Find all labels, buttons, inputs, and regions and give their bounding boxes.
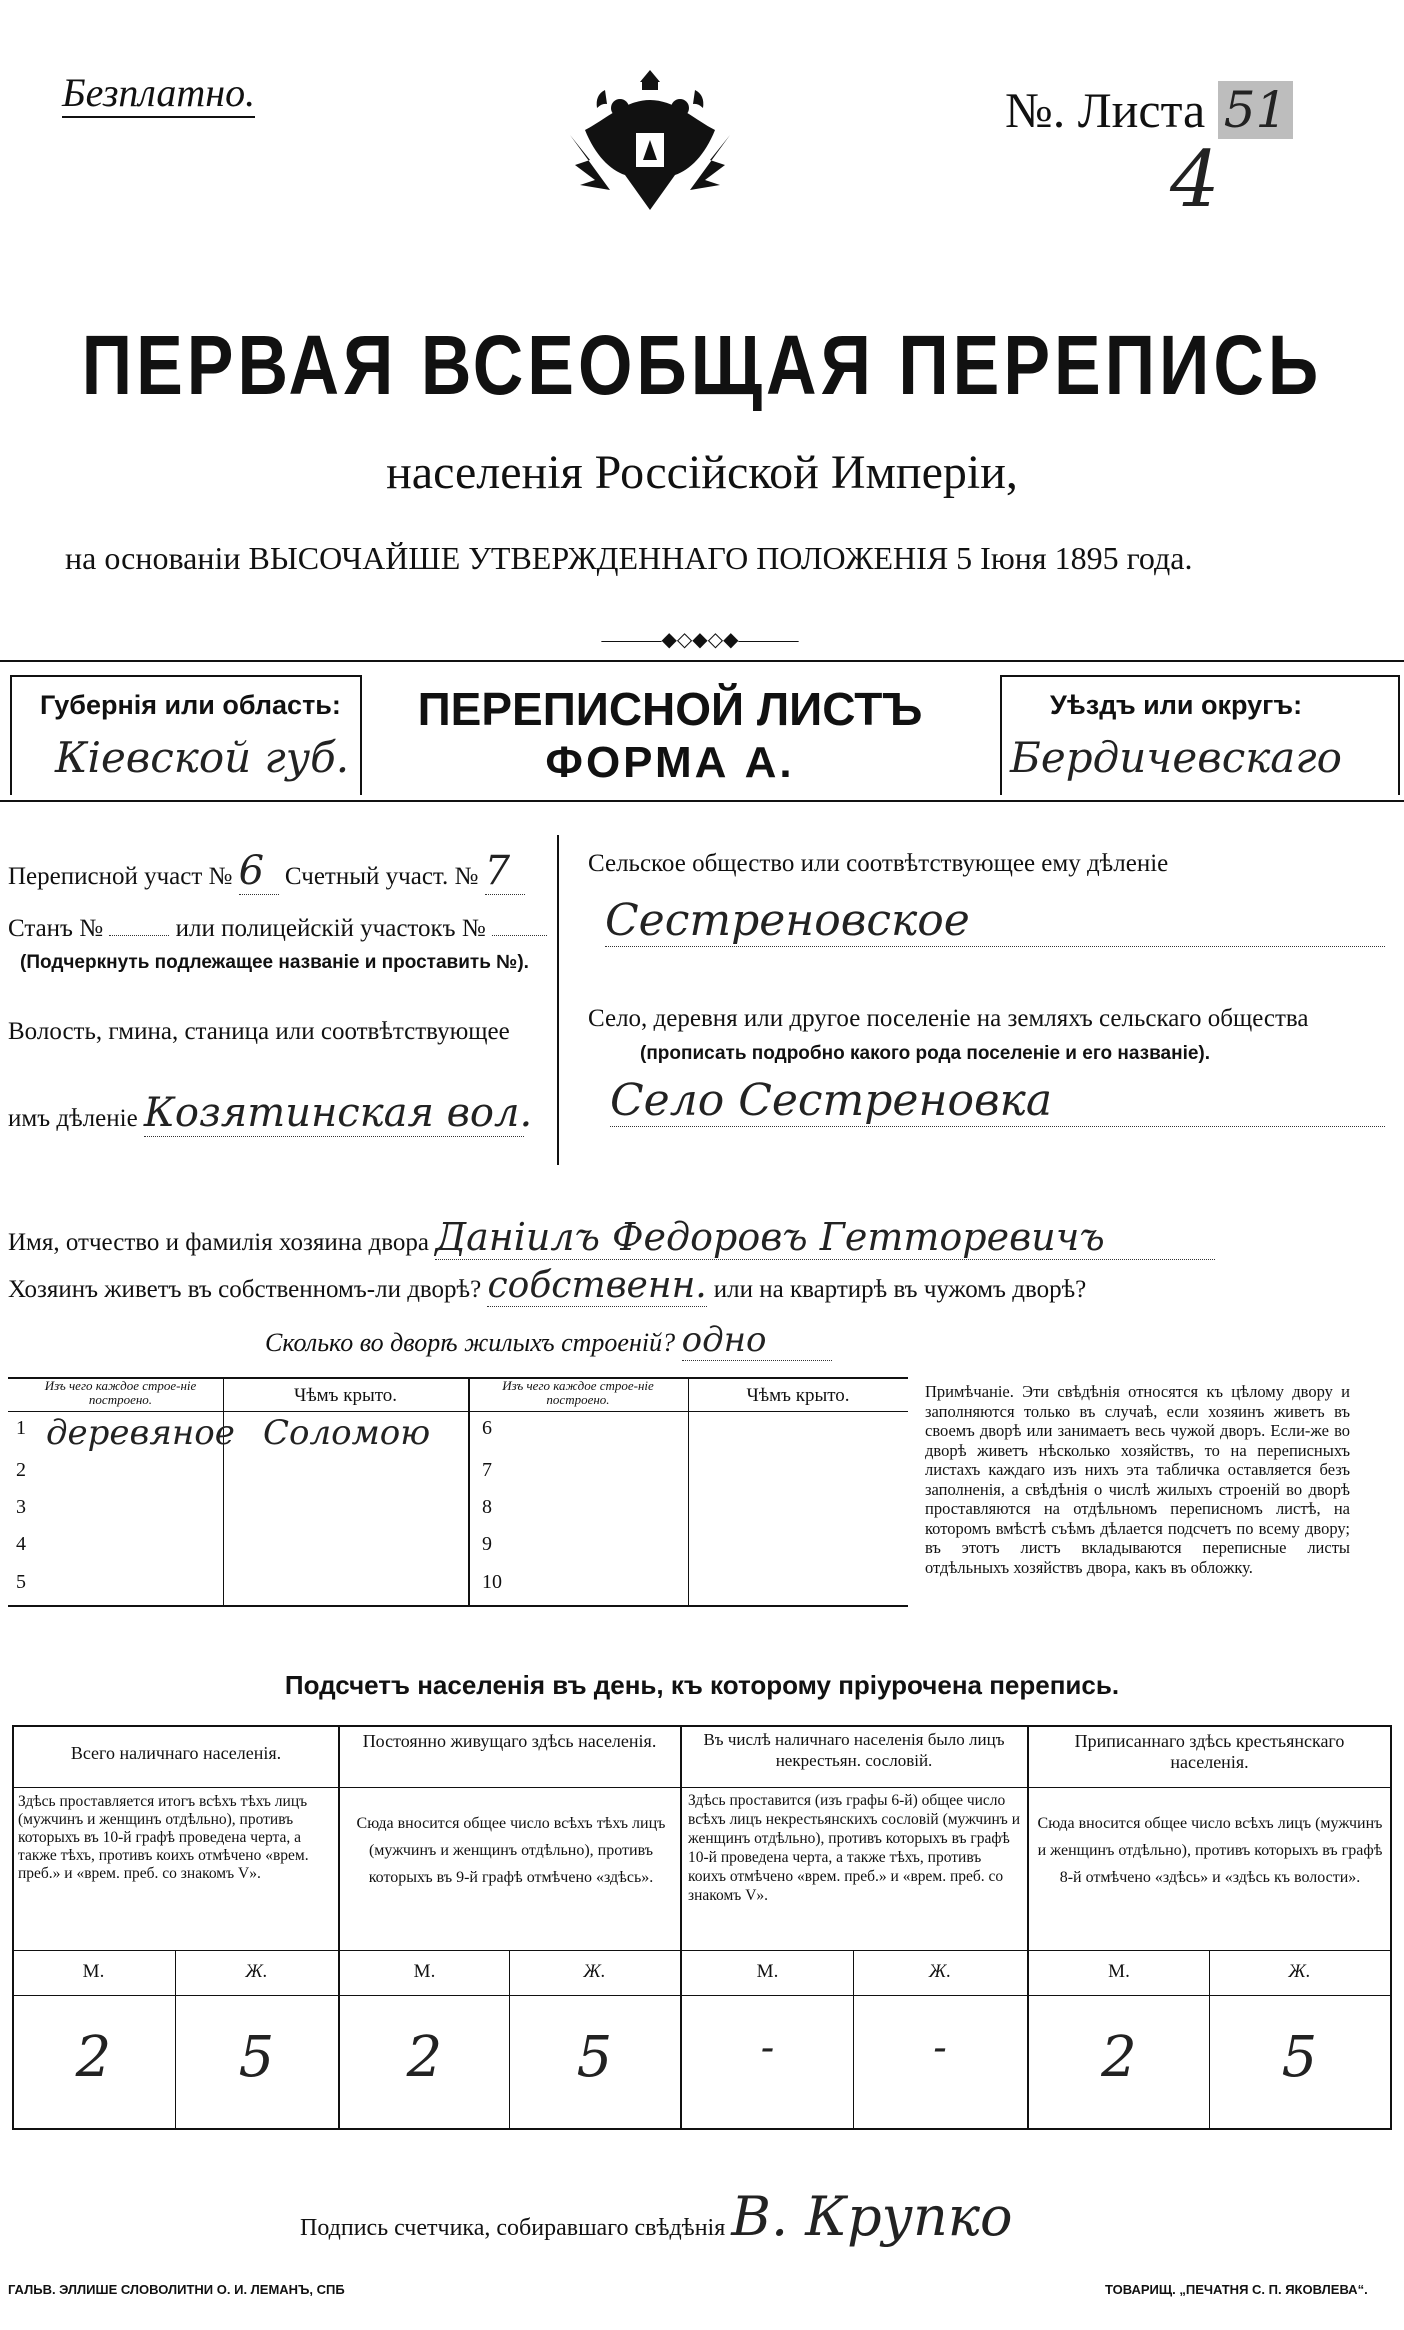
village-value: Село Сестреновка [610, 1075, 1385, 1127]
building-row: 3 [16, 1496, 26, 1518]
population-female-header: Ж. [928, 1961, 952, 1982]
building-row: 6 [482, 1417, 492, 1439]
owner-lives-label: Хозяинъ живетъ въ собственномъ-ли дворѣ? [8, 1276, 482, 1303]
col-material-header-right: Изъ чего каждое строе-ніе построено. [502, 1378, 654, 1407]
gubernia-value: Кіевской губ. [55, 733, 350, 782]
population-table [12, 1725, 1392, 2130]
col-roof-header-left: Чѣмъ крыто. [293, 1385, 398, 1406]
uezd-value: Бердичевскаго [1010, 733, 1342, 782]
population-title: Подсчетъ населенія въ день, къ которому пріурочена перепись. [284, 1670, 1120, 1700]
population-male-header: М. [756, 1961, 779, 1982]
population-male-header: М. [413, 1961, 436, 1982]
gubernia-label: Губернія или область: [40, 690, 341, 720]
population-male-value: 2 [1101, 2025, 1137, 2090]
ornament-divider: ―――◆◇◆◇◆――― [601, 629, 799, 651]
population-col-header: Всего наличнаго населенія. [70, 1743, 282, 1763]
signature-label: Подпись счетчика, собиравшаго свѣдѣнія [300, 2215, 726, 2241]
census-district-value: 6 [239, 848, 279, 895]
note-text: Примѣчаніе. Эти свѣдѣнія относятся къ цѣлому двору и заполняются только въ случаѣ, если хозяинъ живетъ въ своемъ дворѣ или занимаетъ весь чужой дворъ. Если-же во дворѣ живетъ нѣсколько хозяйствъ, то на переписныхъ листахъ каждаго изъ нихъ эта табличка оставляется безъ заполненія, а свѣдѣнія о числѣ жилыхъ строеній во дворѣ проставляются на отдѣльномъ переписномъ листѣ, на которомъ вмѣстѣ съѣмъ дѣлается подсчетъ по всему двору; въ этотъ листъ вкладываются переписные листы отдѣльныхъ хозяйствъ двора, какъ въ обложку. [925, 1382, 1350, 1577]
basis-line: на основаніи ВЫСОЧАЙШЕ УТВЕРЖДЕННАГО ПОЛОЖЕНІЯ 5 Іюня 1895 года. [65, 540, 1193, 576]
population-male-header: М. [1108, 1961, 1130, 1982]
owner-lives-label-2: или на квартирѣ въ чужомъ дворѣ? [713, 1276, 1087, 1303]
population-col-header: Постоянно живущаго здѣсь населенія. [362, 1731, 657, 1751]
building-row: 2 [16, 1459, 26, 1481]
census-district-label: Переписной участ № [8, 863, 233, 890]
handwritten-page-number: 4 [1170, 135, 1220, 225]
free-label: Безплатно. [62, 70, 255, 118]
sheet-title: ПЕРЕПИСНОЙ ЛИСТЪ [417, 683, 923, 735]
village-note: (прописать подробно какого рода поселеніе и его названіе). [640, 1043, 1211, 1064]
population-male-value: 2 [75, 2025, 112, 2090]
underline-note: (Подчеркнуть подлежащее названіе и проставить №). [20, 952, 529, 973]
building-row: 8 [482, 1496, 492, 1518]
population-col-desc: Здѣсь проставляется итогъ всѣхъ тѣхъ лицъ (мужчинъ и женщинъ отдѣльно), противъ которыхъ въ 10-й графѣ проведена черта, а также тѣхъ, противъ коихъ отмѣчено «врем. преб.» и «врем. преб. со знакомъ V». [18, 1793, 309, 1882]
village-label: Село, деревня или другое поселеніе на земляхъ сельскаго общества [588, 1005, 1309, 1032]
volost-label-2: имъ дѣленіе [8, 1105, 138, 1132]
population-female-value: 5 [576, 2025, 613, 2090]
owner-lives-value: собственн. [487, 1265, 707, 1306]
owner-name-value: Даніилъ Федоровъ Гетторевичъ [435, 1215, 1215, 1260]
society-label: Сельское общество или соотвѣтствующее ему дѣленіе [588, 850, 1169, 877]
building-row: 7 [482, 1459, 492, 1481]
population-female-value: 5 [1281, 2025, 1318, 2090]
population-female-header: Ж. [583, 1961, 606, 1982]
police-district-label: или полицейскій участокъ № [175, 915, 486, 942]
count-district-label: Счетный участ. № [284, 863, 479, 890]
population-male-value: 2 [406, 2025, 443, 2090]
stan-label: Станъ № [8, 915, 104, 942]
uezd-label: Уѣздъ или округъ: [1050, 690, 1303, 720]
sheet-number-value: 51 [1218, 81, 1294, 139]
census-subtitle: населенія Россійской Имперіи, [386, 446, 1018, 499]
population-col-header: Приписаннаго здѣсь крестьянскаго населенія. [1074, 1731, 1345, 1772]
population-female-value: - [933, 2025, 947, 2071]
society-value: Сестреновское [605, 895, 1385, 947]
volost-value: Козятинская вол. [143, 1090, 533, 1136]
census-title: ПЕРВАЯ ВСЕОБЩАЯ ПЕРЕПИСЬ [81, 318, 1323, 412]
building-row: 1 деревяное Соломою [16, 1413, 431, 1453]
building-row: 9 [482, 1533, 492, 1555]
printer-right: ТОВАРИЩ. „ПЕЧАТНЯ С. П. ЯКОВЛЕВА“. [1105, 2282, 1368, 2297]
building-row: 4 [16, 1533, 26, 1555]
owner-name-label: Имя, отчество и фамилія хозяина двора [8, 1229, 429, 1256]
volost-label: Волость, гмина, станица или соотвѣтствующее [8, 1018, 510, 1045]
population-female-header: Ж. [245, 1961, 268, 1982]
count-district-value: 7 [485, 848, 525, 895]
buildings-count-value: одно [682, 1320, 832, 1361]
enumerator-signature: В. Крупко [731, 2185, 1013, 2248]
building-row: 5 [16, 1571, 26, 1593]
col-material-header-left: Изъ чего каждое строе-ніе построено. [44, 1378, 197, 1407]
buildings-table [8, 1377, 908, 1607]
form-label: ФОРМА А. [545, 738, 795, 787]
col-roof-header-right: Чѣмъ крыто. [746, 1385, 850, 1406]
population-male-value: - [760, 2025, 775, 2071]
population-col-desc: Здѣсь проставится (изъ графы 6-й) общее число всѣхъ лицъ некрестьянскихъ сословій (мужчинъ и женщинъ отдѣльно), противъ которыхъ въ графѣ 10-й проведена черта, а также тѣхъ, противъ коихъ отмѣчено «врем. преб.» и «врем. преб. со знакомъ V». [688, 1792, 1020, 1904]
sheet-number-label: №. Листа [1005, 82, 1206, 138]
buildings-count-label: Сколько во дворѣ жилыхъ строеній? [265, 1328, 676, 1357]
population-col-desc: Сюда вносится общее число всѣхъ лицъ (мужчинъ и женщинъ отдѣльно), противъ которыхъ въ графѣ 8-й отмѣчено «здѣсь» и «здѣсь къ волости». [1037, 1815, 1383, 1886]
printer-left: ГАЛЬВ. ЭЛЛИШЕ СЛОВОЛИТНИ О. И. ЛЕМАНЪ, СПБ [8, 2282, 345, 2297]
population-col-header: Въ числѣ наличнаго населенія было лицъ некрестьян. сословій. [703, 1730, 1005, 1770]
population-female-header: Ж. [1288, 1961, 1311, 1982]
building-row: 10 [482, 1571, 502, 1593]
population-female-value: 5 [238, 2025, 275, 2090]
coat-of-arms-emblem [565, 60, 735, 220]
population-col-desc: Сюда вносится общее число всѣхъ тѣхъ лицъ (мужчинъ и женщинъ отдѣльно), противъ которыхъ въ 9-й графѣ отмѣчено «здѣсь». [356, 1815, 666, 1886]
population-male-header: М. [82, 1961, 105, 1982]
